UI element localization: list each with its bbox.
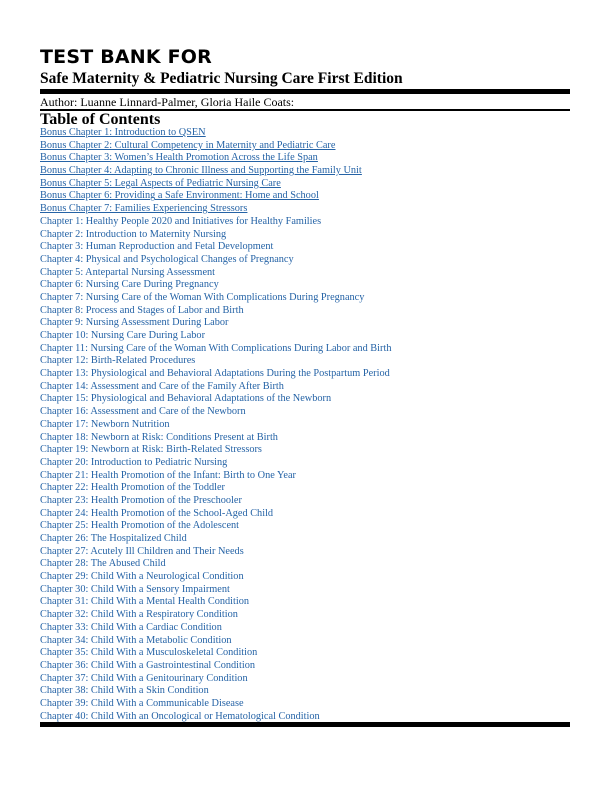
toc-entry-link[interactable]: Chapter 40: Child With an Oncological or Hematological Condition [40, 710, 320, 722]
toc-entry-link[interactable]: Chapter 35: Child With a Musculoskeletal Condition [40, 647, 258, 659]
toc-entry[interactable] [40, 622, 391, 635]
toc-entry-link[interactable]: Chapter 3: Human Reproduction and Fetal Development [40, 241, 274, 253]
toc-entry-link[interactable]: Chapter 15: Physiological and Behavioral Adaptations of the Newborn [40, 393, 332, 405]
toc-entry[interactable] [40, 267, 391, 280]
toc-entry-link[interactable]: Chapter 27: Acutely Ill Children and Their Needs [40, 545, 244, 557]
toc-entry-link[interactable]: Chapter 32: Child With a Respiratory Condition [40, 609, 238, 621]
toc-entry[interactable] [40, 432, 391, 445]
toc-entry[interactable] [40, 140, 391, 153]
toc-entry[interactable] [40, 343, 391, 356]
toc-entry-link[interactable]: Chapter 20: Introduction to Pediatric Nursing [40, 456, 228, 468]
toc-entry[interactable] [40, 241, 391, 254]
toc-entry-link[interactable]: Bonus Chapter 4: Adapting to Chronic Illness and Supporting the Family Unit [40, 165, 362, 177]
toc-entry-link[interactable]: Chapter 17: Newborn Nutrition [40, 418, 170, 430]
toc-entry[interactable] [40, 355, 391, 368]
toc-entry-link[interactable]: Chapter 13: Physiological and Behavioral Adaptations During the Postpartum Period [40, 368, 390, 380]
toc-entry-link[interactable]: Chapter 19: Newborn at Risk: Birth-Related Stressors [40, 444, 262, 456]
toc-entry-link[interactable]: Chapter 1: Healthy People 2020 and Initiatives for Healthy Families [40, 215, 322, 227]
toc-entry[interactable] [40, 685, 391, 698]
toc-entry-link[interactable]: Chapter 2: Introduction to Maternity Nursing [40, 228, 227, 240]
toc-entry-link[interactable]: Chapter 39: Child With a Communicable Disease [40, 697, 244, 709]
toc-entry[interactable] [40, 165, 391, 178]
toc-entry[interactable] [40, 482, 391, 495]
toc-entry[interactable] [40, 254, 391, 267]
toc-entry-link[interactable]: Bonus Chapter 3: Women’s Health Promotion Across the Life Span [40, 152, 318, 164]
toc-entry[interactable] [40, 127, 391, 140]
toc-entry[interactable] [40, 368, 391, 381]
toc-entry[interactable] [40, 229, 391, 242]
toc-entry[interactable] [40, 698, 391, 711]
toc-entry[interactable] [40, 571, 391, 584]
toc-heading: Table of Contents [40, 111, 161, 128]
toc-entry-link[interactable]: Chapter 38: Child With a Skin Condition [40, 685, 209, 697]
author-line: Author: Luanne Linnard-Palmer, Gloria Haile Coats: [40, 95, 295, 109]
title-divider [40, 89, 570, 94]
toc-entry[interactable] [40, 647, 391, 660]
toc-entry-link[interactable]: Chapter 18: Newborn at Risk: Conditions Present at Birth [40, 431, 278, 443]
toc-entry[interactable] [40, 495, 391, 508]
toc-entry[interactable] [40, 470, 391, 483]
toc-entry[interactable] [40, 317, 391, 330]
toc-entry[interactable] [40, 178, 391, 191]
toc-entry[interactable] [40, 305, 391, 318]
bottom-divider [40, 722, 570, 727]
test-bank-heading: TEST BANK FOR [40, 46, 212, 68]
toc-entry[interactable] [40, 393, 391, 406]
toc-entry[interactable] [40, 444, 391, 457]
toc-entry-link[interactable]: Chapter 26: The Hospitalized Child [40, 533, 187, 544]
toc-entry[interactable] [40, 596, 391, 609]
toc-entry[interactable] [40, 673, 391, 686]
toc-entry-link[interactable]: Chapter 23: Health Promotion of the Preschooler [40, 494, 242, 506]
toc-entry[interactable] [40, 546, 391, 559]
toc-entry-link[interactable]: Chapter 4: Physical and Psychological Changes of Pregnancy [40, 253, 294, 265]
toc-entry[interactable] [40, 406, 391, 419]
toc-entry-link[interactable]: Chapter 11: Nursing Care of the Woman With Complications During Labor and Birth [40, 342, 392, 354]
toc-entry-link[interactable]: Chapter 31: Child With a Mental Health Condition [40, 596, 250, 608]
toc-entry-link[interactable]: Chapter 34: Child With a Metabolic Condition [40, 634, 232, 646]
toc-entry[interactable] [40, 216, 391, 229]
toc-entry-link[interactable]: Chapter 9: Nursing Assessment During Labor [40, 317, 229, 329]
toc-entry-link[interactable]: Chapter 12: Birth-Related Procedures [40, 355, 196, 367]
toc-entry[interactable] [40, 457, 391, 470]
toc-entry[interactable] [40, 203, 391, 216]
toc-entry[interactable] [40, 419, 391, 432]
toc-entry-link[interactable]: Chapter 29: Child With a Neurological Condition [40, 571, 244, 583]
toc-entry-link[interactable]: Chapter 33: Child With a Cardiac Condition [40, 621, 222, 633]
toc-entry-link[interactable]: Chapter 24: Health Promotion of the School-Aged Child [40, 507, 274, 519]
toc-entry[interactable] [40, 558, 391, 571]
book-title: Safe Maternity & Pediatric Nursing Care First Edition [40, 70, 403, 87]
table-of-contents [40, 127, 391, 723]
toc-entry[interactable] [40, 635, 391, 648]
toc-entry-link[interactable]: Chapter 14: Assessment and Care of the Family After Birth [40, 380, 284, 392]
toc-entry[interactable] [40, 279, 391, 292]
toc-entry-link[interactable]: Bonus Chapter 1: Introduction to QSEN [40, 127, 206, 138]
toc-entry[interactable] [40, 660, 391, 673]
toc-entry-link[interactable]: Chapter 37: Child With a Genitourinary Condition [40, 672, 248, 684]
toc-entry-link[interactable]: Chapter 6: Nursing Care During Pregnancy [40, 279, 219, 291]
toc-entry[interactable] [40, 381, 391, 394]
toc-entry-link[interactable]: Chapter 8: Process and Stages of Labor and Birth [40, 304, 244, 316]
toc-entry-link[interactable]: Bonus Chapter 6: Providing a Safe Environment: Home and School [40, 190, 319, 202]
toc-entry-link[interactable]: Chapter 16: Assessment and Care of the Newborn [40, 406, 246, 418]
toc-entry[interactable] [40, 190, 391, 203]
toc-entry-link[interactable]: Chapter 30: Child With a Sensory Impairment [40, 583, 230, 595]
toc-entry-link[interactable]: Chapter 25: Health Promotion of the Adolescent [40, 520, 240, 532]
toc-entry[interactable] [40, 520, 391, 533]
toc-entry[interactable] [40, 533, 391, 546]
toc-entry-link[interactable]: Chapter 36: Child With a Gastrointestinal Condition [40, 659, 256, 671]
toc-entry[interactable] [40, 584, 391, 597]
toc-entry[interactable] [40, 152, 391, 165]
toc-entry-link[interactable]: Chapter 28: The Abused Child [40, 558, 166, 570]
toc-entry-link[interactable]: Bonus Chapter 5: Legal Aspects of Pediatric Nursing Care [40, 177, 281, 189]
toc-entry-link[interactable]: Bonus Chapter 2: Cultural Competency in Maternity and Pediatric Care [40, 139, 336, 151]
toc-entry-link[interactable]: Bonus Chapter 7: Families Experiencing Stressors [40, 203, 248, 215]
toc-entry-link[interactable]: Chapter 7: Nursing Care of the Woman With Complications During Pregnancy [40, 291, 365, 303]
toc-entry[interactable] [40, 330, 391, 343]
toc-entry-link[interactable]: Chapter 22: Health Promotion of the Toddler [40, 482, 225, 494]
toc-entry-link[interactable]: Chapter 5: Antepartal Nursing Assessment [40, 266, 216, 278]
toc-entry-link[interactable]: Chapter 21: Health Promotion of the Infant: Birth to One Year [40, 469, 296, 481]
toc-entry[interactable] [40, 292, 391, 305]
toc-entry[interactable] [40, 508, 391, 521]
toc-entry[interactable] [40, 609, 391, 622]
toc-entry-link[interactable]: Chapter 10: Nursing Care During Labor [40, 330, 205, 341]
